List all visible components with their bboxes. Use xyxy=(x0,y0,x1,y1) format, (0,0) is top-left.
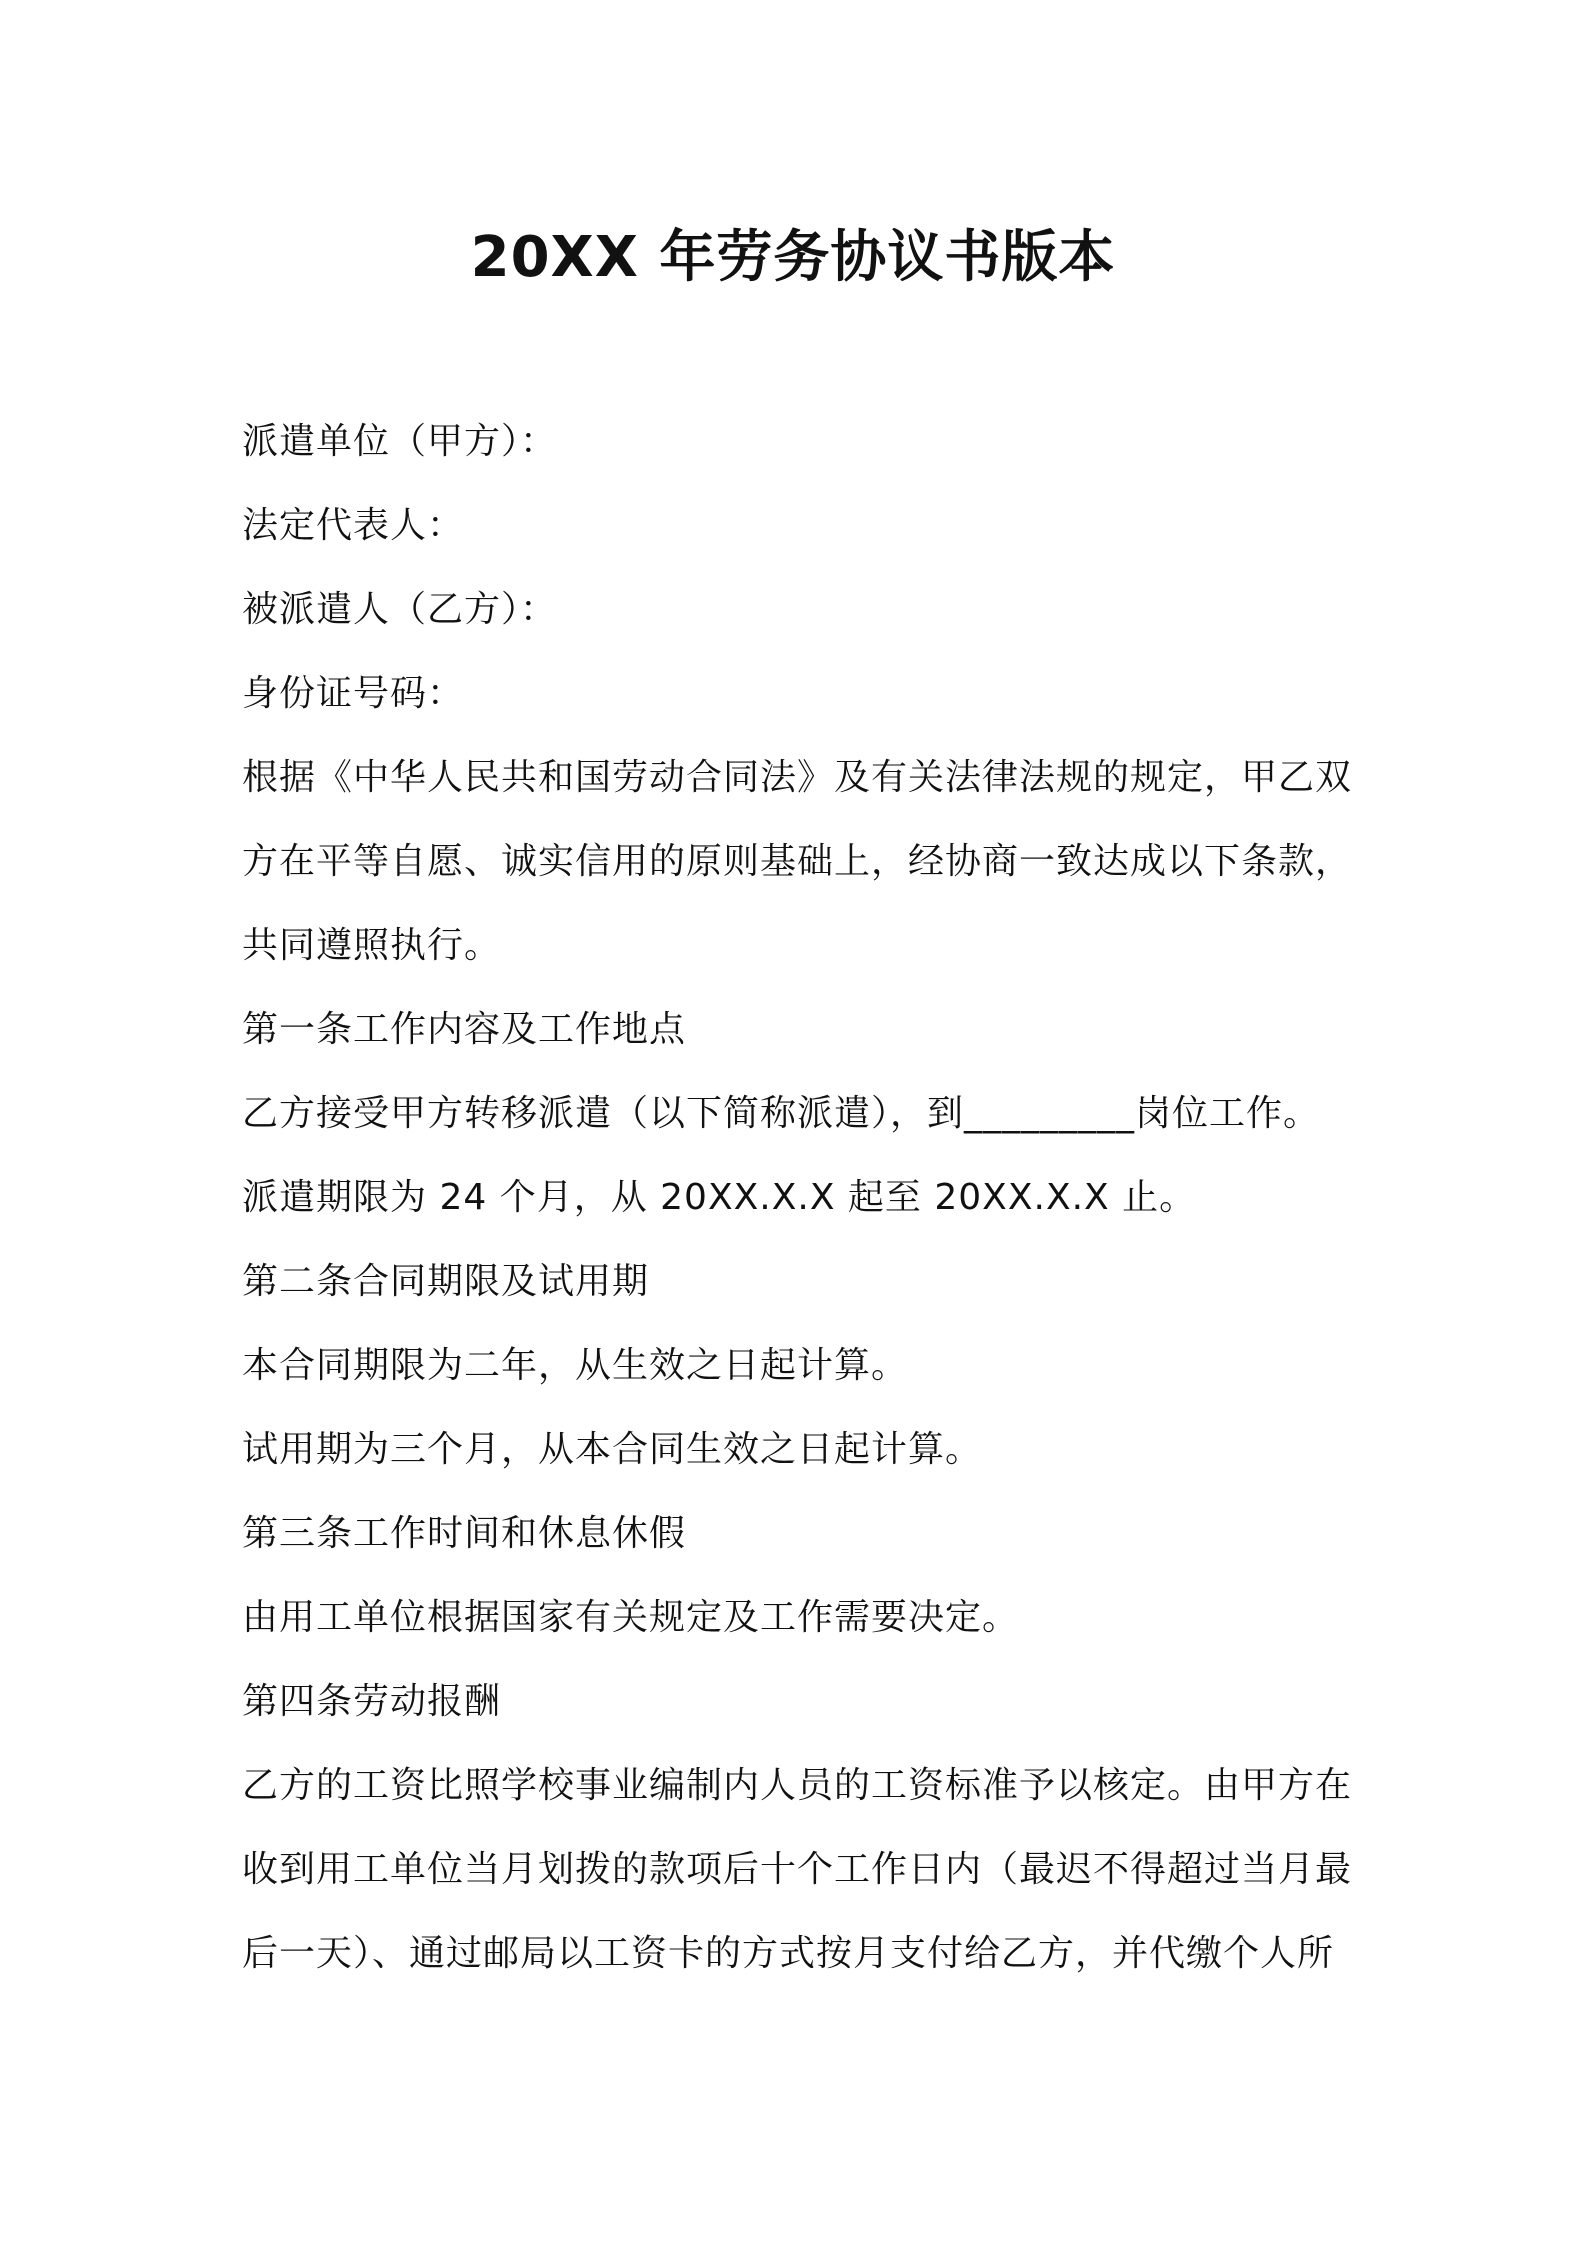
field-dispatch-unit: 派遣单位（甲方）： xyxy=(242,421,558,462)
paragraph-line: 后一天）、通过邮局以工资卡的方式按月支付给乙方，并代缴个人所 xyxy=(242,1933,1335,1974)
paragraph-line: 乙方接受甲方转移派遣（以下简称派遣），到_________岗位工作。 xyxy=(242,1093,1321,1134)
section-heading: 第二条合同期限及试用期 xyxy=(242,1261,650,1302)
section-heading: 第四条劳动报酬 xyxy=(242,1681,502,1722)
section-heading: 第三条工作时间和休息休假 xyxy=(242,1513,687,1554)
paragraph-line: 收到用工单位当月划拨的款项后十个工作日内（最迟不得超过当月最 xyxy=(242,1849,1353,1890)
paragraph-line: 试用期为三个月，从本合同生效之日起计算。 xyxy=(242,1429,983,1470)
document-title: 20XX 年劳务协议书版本 xyxy=(470,225,1116,290)
section-heading: 第一条工作内容及工作地点 xyxy=(242,1009,687,1050)
document-body xyxy=(242,400,1362,1996)
paragraph-line: 方在平等自愿、诚实信用的原则基础上，经协商一致达成以下条款， xyxy=(242,841,1353,882)
field-id-number: 身份证号码： xyxy=(242,673,465,714)
field-legal-representative: 法定代表人： xyxy=(242,505,465,546)
paragraph-line: 派遣期限为 24 个月，从 20XX.X.X 起至 20XX.X.X 止。 xyxy=(242,1177,1197,1218)
paragraph-line: 由用工单位根据国家有关规定及工作需要决定。 xyxy=(242,1597,1020,1638)
paragraph-line: 根据《中华人民共和国劳动合同法》及有关法律法规的规定，甲乙双 xyxy=(242,757,1353,798)
paragraph-line: 本合同期限为二年，从生效之日起计算。 xyxy=(242,1345,909,1386)
paragraph-line: 乙方的工资比照学校事业编制内人员的工资标准予以核定。由甲方在 xyxy=(242,1765,1353,1806)
paragraph-line: 共同遵照执行。 xyxy=(242,925,502,966)
field-dispatched-person: 被派遣人（乙方）： xyxy=(242,589,558,630)
